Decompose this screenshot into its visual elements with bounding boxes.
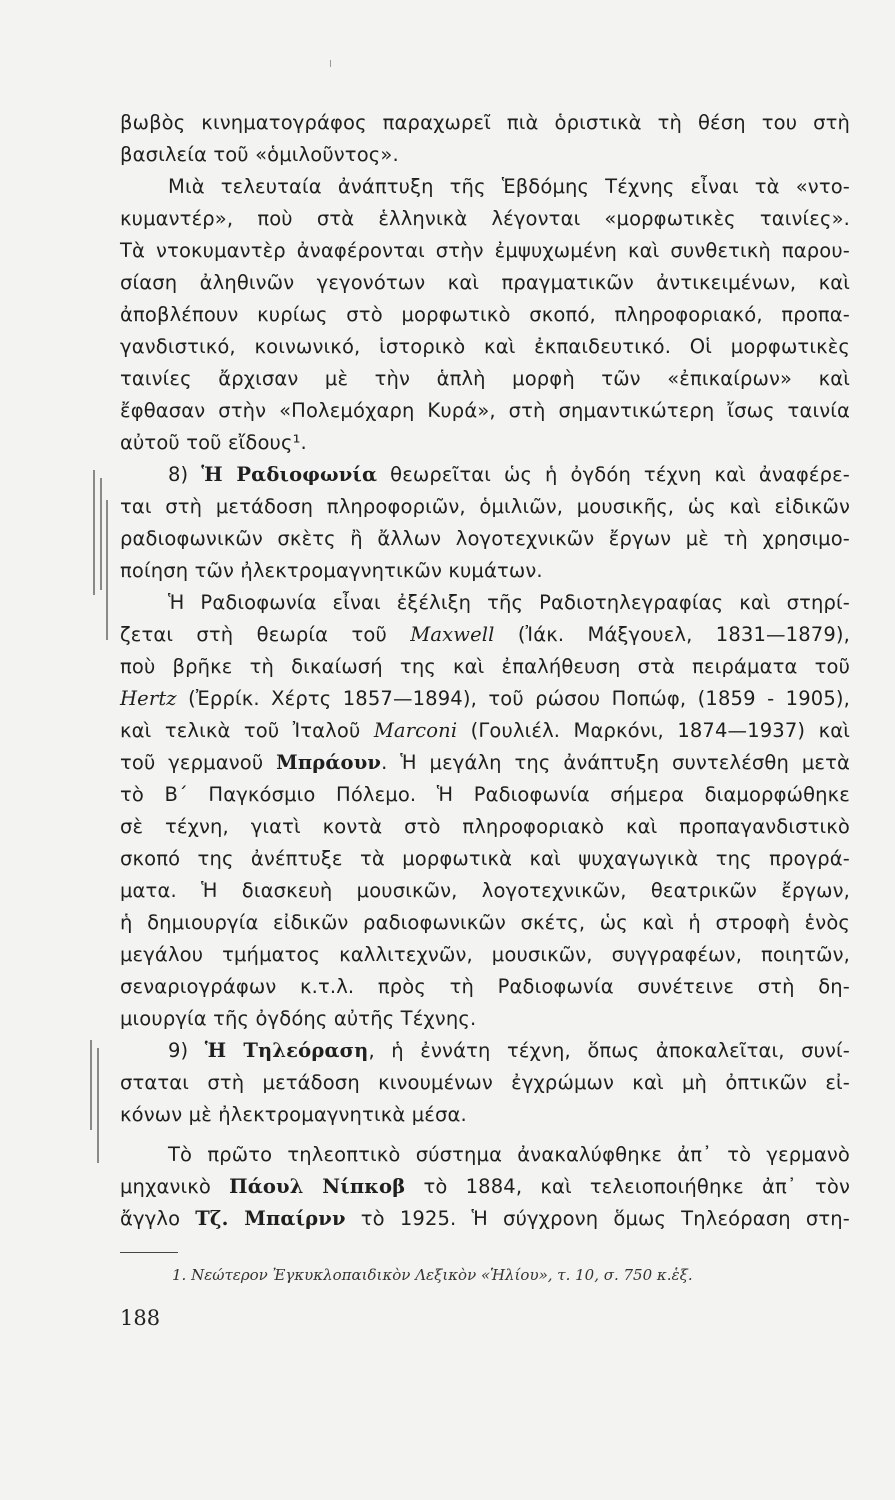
name-braun: Μπράουν xyxy=(276,751,382,774)
pencil-margin-mark xyxy=(100,478,102,590)
text-line: βωβὸς κινηματογράφος παραχωρεῖ πιὰ ὁριστικὰ τὴ θέση του στὴ xyxy=(120,111,850,134)
text-line: μεγάλου τμήματος καλλιτεχνῶν, μουσικῶν, συγγραφέων, ποιητῶν, xyxy=(120,943,850,966)
text-line: ται στὴ μετάδοση πληροφοριῶν, ὁμιλιῶν, μουσικῆς, ὡς καὶ εἰδικῶν xyxy=(120,495,850,518)
text-line: ποίηση τῶν ἠλεκτρομαγνητικῶν κυμάτων. xyxy=(120,559,543,582)
text-line: Τὰ ντοκυμαντὲρ ἀναφέρονται στὴν ἐμψυχωμένη καὶ συνθετικὴ παρου- xyxy=(120,239,850,262)
term-radio: Ἡ Ραδιοφωνία xyxy=(201,463,378,486)
name-nipkow: Πάουλ Νίπκοβ xyxy=(229,1175,406,1198)
pencil-margin-mark xyxy=(93,470,95,595)
text-line: ποὺ βρῆκε τὴ δικαίωσή της καὶ ἐπαλήθευση στὰ πειράματα τοῦ xyxy=(120,655,850,678)
text-line: κόνων μὲ ἠλεκτρομαγνητικὰ μέσα. xyxy=(120,1103,467,1126)
text-line: μιουργία τῆς ὀγδόης αὐτῆς Τέχνης. xyxy=(120,1007,477,1030)
text-line: ἀποβλέπουν κυρίως στὸ μορφωτικὸ σκοπό, πληροφοριακό, προπα- xyxy=(120,303,850,326)
text-line: ἡ δημιουργία εἰδικῶν ραδιοφωνικῶν σκέτς, ὡς καὶ ἡ στροφὴ ἑνὸς xyxy=(120,911,850,934)
text-line: γανδιστικό, κοινωνικό, ἱστορικὸ καὶ ἐκπαιδευτικό. Οἱ μορφωτικὲς xyxy=(120,335,850,358)
pencil-margin-mark xyxy=(90,1040,92,1130)
name-maxwell: Maxwell xyxy=(410,623,495,646)
term-television: Ἡ Τηλεόραση xyxy=(204,1039,369,1062)
name-marconi: Marconi xyxy=(373,719,458,742)
footnote-rule xyxy=(120,1252,178,1253)
section-heading-radio: 8) Ἡ Ραδιοφωνία θεωρεῖται ὡς ἡ ὀγδόη τέχνη καὶ ἀναφέρε- xyxy=(168,463,850,486)
pencil-margin-mark xyxy=(106,500,108,640)
text-line: Τὸ πρῶτο τηλεοπτικὸ σύστημα ἀνακαλύφθηκε ἀπ᾿ τὸ γερμανὸ xyxy=(168,1143,850,1166)
text-line: τοῦ γερμανοῦ Μπράουν. Ἡ μεγάλη της ἀνάπτυξη συντελέσθη μετὰ xyxy=(120,751,850,774)
text-line: ζεται στὴ θεωρία τοῦ Maxwell (Ἰάκ. Μάξγουελ, 1831—1879), xyxy=(120,623,850,646)
text-line: καὶ τελικὰ τοῦ Ἰταλοῦ Marconi (Γουλιέλ. Μαρκόνι, 1874—1937) καὶ xyxy=(120,719,850,742)
text-line: Μιὰ τελευταία ἀνάπτυξη τῆς Ἑβδόμης Τέχνης εἶναι τὰ «ντο- xyxy=(168,175,850,198)
name-baird: Τζ. Μπαίρνν xyxy=(195,1207,346,1230)
text-line: ραδιοφωνικῶν σκὲτς ἢ ἄλλων λογοτεχνικῶν ἔργων μὲ τὴ χρησιμο- xyxy=(120,527,850,550)
pencil-margin-mark xyxy=(97,1048,99,1163)
text-line: σὲ τέχνη, γιατὶ κοντὰ στὸ πληροφοριακὸ καὶ προπαγανδιστικὸ xyxy=(120,815,850,838)
text-line: σταται στὴ μετάδοση κινουμένων ἐγχρώμων καὶ μὴ ὀπτικῶν εἰ- xyxy=(120,1071,850,1094)
text-line: Hertz (Ἐρρίκ. Χέρτς 1857—1894), τοῦ ρώσου Ποπώφ, (1859 - 1905), xyxy=(120,687,850,710)
text-line: Ἡ Ραδιοφωνία εἶναι ἐξέλιξη τῆς Ραδιοτηλεγραφίας καὶ στηρί- xyxy=(168,591,850,614)
section-heading-television: 9) Ἡ Τηλεόραση, ἡ ἐννάτη τέχνη, ὅπως ἀποκαλεῖται, συνί- xyxy=(168,1039,850,1062)
text-line: αὐτοῦ τοῦ εἴδους¹. xyxy=(120,431,307,454)
text-line: τὸ Β΄ Παγκόσμιο Πόλεμο. Ἡ Ραδιοφωνία σήμερα διαμορφώθηκε xyxy=(120,783,850,806)
scan-mark xyxy=(330,60,331,67)
text-line: ἔφθασαν στὴν «Πολεμόχαρη Κυρά», στὴ σημαντικώτερη ἴσως ταινία xyxy=(120,399,850,422)
page-number: 188 xyxy=(120,1306,161,1330)
text-line: σεναριογράφων κ.τ.λ. πρὸς τὴ Ραδιοφωνία συνέτεινε στὴ δη- xyxy=(120,975,850,998)
text-line: σκοπό της ἀνέπτυξε τὰ μορφωτικὰ καὶ ψυχαγωγικὰ της προγρά- xyxy=(120,847,850,870)
text-line: ματα. Ἡ διασκευὴ μουσικῶν, λογοτεχνικῶν, θεατρικῶν ἔργων, xyxy=(120,879,850,902)
footnote: 1. Νεώτερον Ἐγκυκλοπαιδικὸν Λεξικὸν «Ἡλίου», τ. 10, σ. 750 κ.ἑξ. xyxy=(172,1266,693,1284)
text-line: μηχανικὸ Πάουλ Νίπκοβ τὸ 1884, καὶ τελειοποιήθηκε ἀπ᾿ τὸν xyxy=(120,1175,850,1198)
text-line: ἄγγλο Τζ. Μπαίρνν τὸ 1925. Ἡ σύγχρονη ὅμως Τηλεόραση στη- xyxy=(120,1207,850,1230)
text-line: ταινίες ἄρχισαν μὲ τὴν ἁπλὴ μορφὴ τῶν «ἐπικαίρων» καὶ xyxy=(120,367,850,390)
text-line: κυμαντέρ», ποὺ στὰ ἑλληνικὰ λέγονται «μορφωτικὲς ταινίες». xyxy=(120,207,850,230)
text-line: βασιλεία τοῦ «ὁμιλοῦντος». xyxy=(120,143,399,166)
name-hertz: Hertz xyxy=(120,687,177,710)
text-line: σίαση ἀληθινῶν γεγονότων καὶ πραγματικῶν ἀντικειμένων, καὶ xyxy=(120,271,850,294)
